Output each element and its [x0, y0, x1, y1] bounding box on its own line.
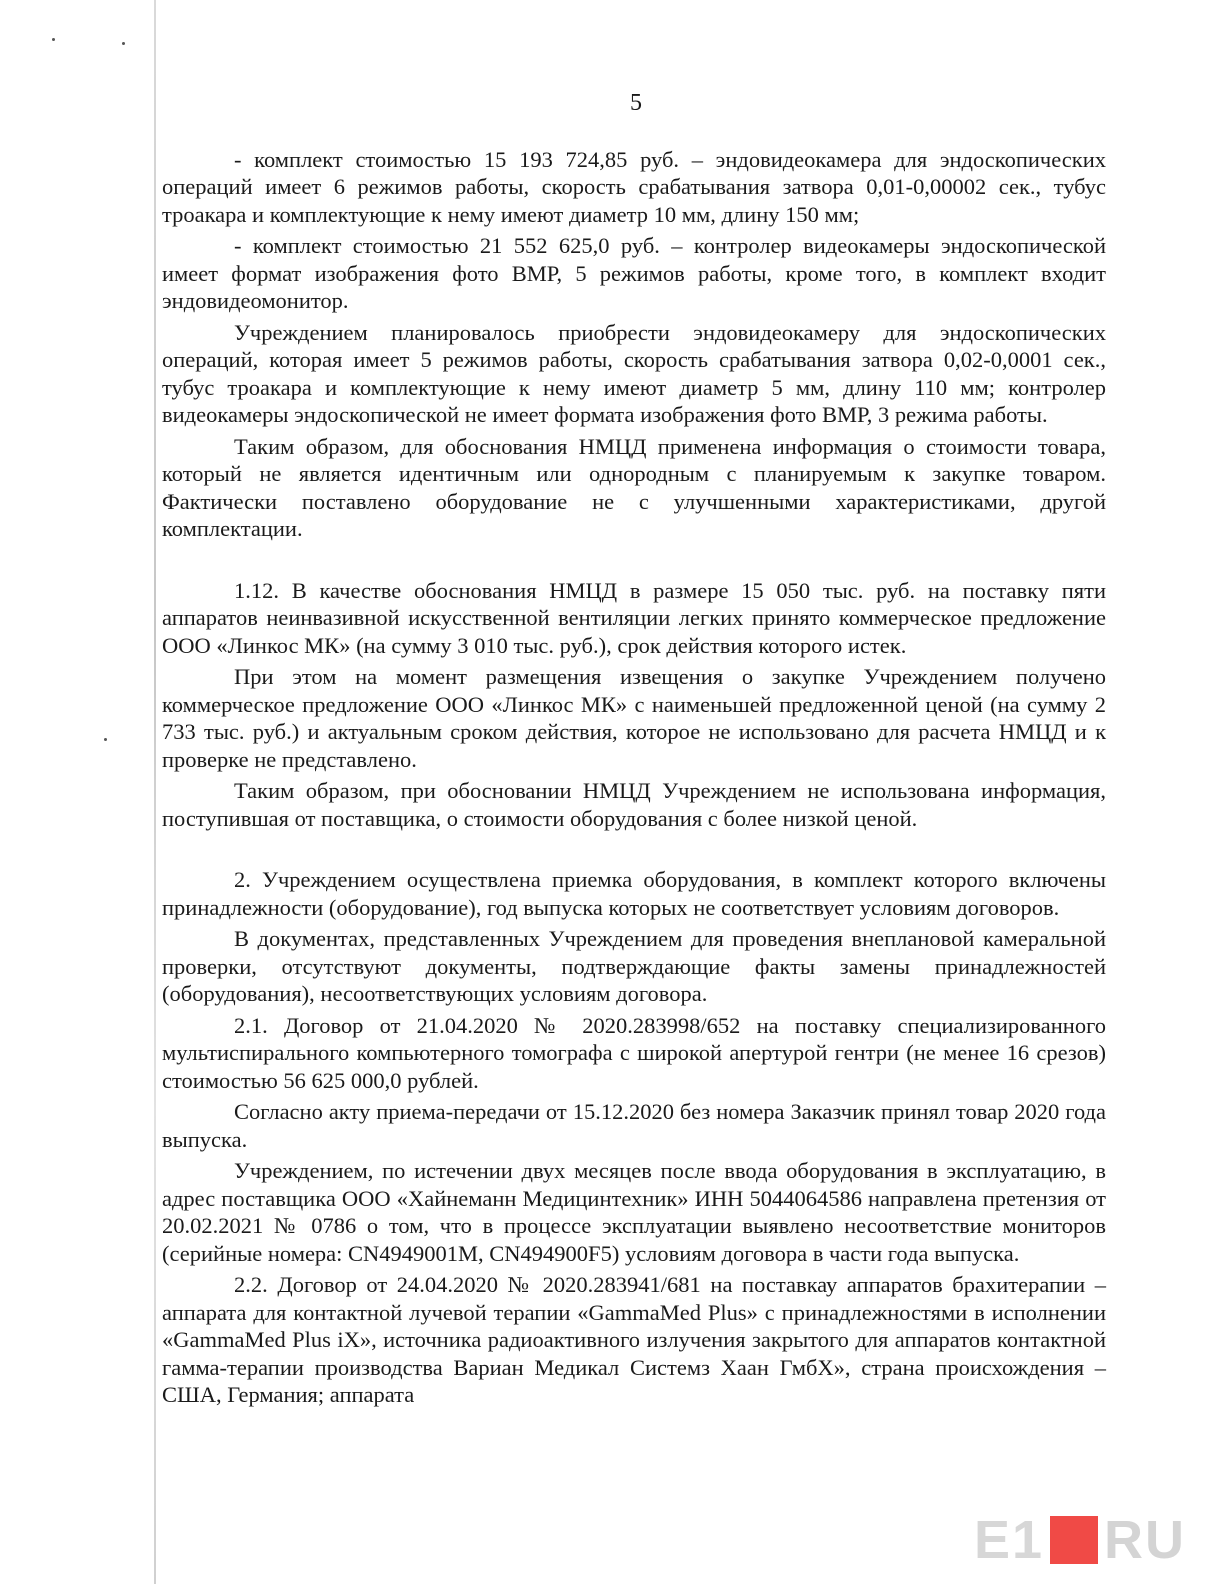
section-paragraph-2-1: 2.1. Договор от 21.04.2020 № 2020.283998/652 на поставку специализированного мультиспирального компьютерного томографа с широкой апертурой гентри (не менее 16 срезов) стоимостью 56 625 000,0 рублей. [162, 1012, 1106, 1093]
page-number: 5 [630, 90, 642, 116]
e1-watermark-logo [974, 1510, 1186, 1570]
paragraph: Учреждением, по истечении двух месяцев после ввода оборудования в эксплуатацию, в адрес поставщика ООО «Хайнеманн Медицинтехник» ИНН 5044064586 направлена претензия от 20.02.2021 № 0786 о том, что в процессе эксплуатации выявлено несоответствие мониторов (серийные номера: CN4949001M, CN494900F5) условиям договора в части года выпуска. [162, 1158, 1106, 1266]
paragraph: В документах, представленных Учреждением для проведения внеплановой камеральной проверки, отсутствуют документы, подтверждающие факты замены принадлежностей (оборудования), несоответствующих условиям договора. [162, 926, 1106, 1006]
paragraph: Согласно акту приема-передачи от 15.12.2020 без номера Заказчик принял товар 2020 года выпуска. [162, 1099, 1106, 1152]
paragraph: Таким образом, при обосновании НМЦД Учреждением не использована информация, поступившая от поставщика, о стоимости оборудования с более низкой ценой. [162, 778, 1106, 831]
section-paragraph-2: 2. Учреждением осуществлена приемка оборудования, в комплект которого включены принадлежности (оборудование), год выпуска которых не соответствует условиям договоров. [162, 867, 1106, 920]
watermark-left-text: E1 [973, 1510, 1044, 1570]
paragraph: При этом на момент размещения извещения о закупке Учреждением получено коммерческое предложение ООО «Линкос МК» с наименьшей предложенной ценой (на сумму 2 733 тыс. руб.) и актуальным сроком действия, которое не использовано для расчета НМЦД и к проверке не представлено. [162, 664, 1106, 772]
paragraph: - комплект стоимостью 15 193 724,85 руб. – эндовидеокамера для эндоскопических операций имеет 6 режимов работы, скорость срабатывания затвора 0,01-0,00002 сек., тубус троакара и комплектующие к нему имеют диаметр 10 мм, длину 150 мм; [162, 146, 1106, 227]
watermark-right-text: RU [1104, 1510, 1186, 1570]
document-page [162, 90, 1106, 1413]
paragraph: - комплект стоимостью 21 552 625,0 руб. – контролер видеокамеры эндоскопической имеет формат изображения фото ВМР, 5 режимов работы, кроме того, в комплект входит эндовидеомонитор. [162, 233, 1106, 313]
watermark-red-square [1050, 1516, 1098, 1564]
scan-speck [122, 42, 125, 45]
paragraph: Учреждением планировалось приобрести эндовидеокамеру для эндоскопических операций, которая имеет 5 режимов работы, скорость срабатывания затвора 0,02-0,0001 сек., тубус троакара и комплектующие к нему имеют диаметр 5 мм, длину 110 мм; контролер видеокамеры эндоскопической не имеет формата изображения фото ВМР, 3 режима работы. [162, 319, 1106, 427]
paragraph: Таким образом, для обоснования НМЦД применена информация о стоимости товара, который не является идентичным или однородным с планируемым к закупке товаром. Фактически поставлено оборудование не с улучшенными характеристиками, другой комплектации. [162, 433, 1106, 541]
section-paragraph-2-2: 2.2. Договор от 24.04.2020 № 2020.283941/681 на поставкау аппаратов брахитерапии – аппарата для контактной лучевой терапии «GammaMed Plus» с принадлежностями в исполнении «GammaMed Plus iX», источника радиоактивного излучения закрытого для аппаратов контактной гамма-терапии производства Вариан Медикал Системз Хаан ГмбХ», страна происхождения – США, Германия; аппарата [162, 1272, 1106, 1407]
section-paragraph-1-12: 1.12. В качестве обоснования НМЦД в размере 15 050 тыс. руб. на поставку пяти аппаратов неинвазивной искусственной вентиляции легких принято коммерческое предложение ООО «Линкос МК» (на сумму 3 010 тыс. руб.), срок действия которого истек. [162, 577, 1106, 658]
scan-speck [52, 38, 55, 41]
scan-margin-line [154, 0, 156, 1584]
scan-speck [104, 738, 107, 741]
